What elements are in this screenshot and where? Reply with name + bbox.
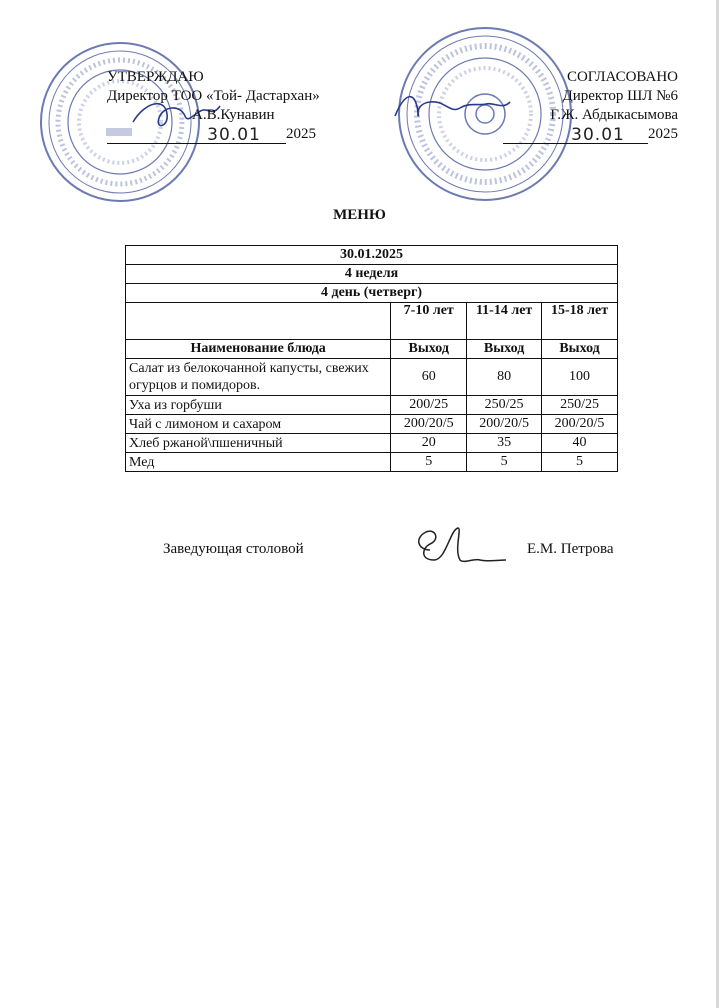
agreement-name: Г.Ж. Абдыкасымова — [550, 107, 678, 123]
empty-header-cell — [126, 303, 391, 340]
dish-column-header: Наименование блюда — [126, 340, 391, 359]
approval-date-handwritten: 30.01 — [207, 125, 261, 145]
agreement-date-handwritten: 30.01 — [571, 125, 625, 145]
agreement-position: Директор ШЛ №6 — [562, 88, 678, 104]
dish-name: Хлеб ржаной\пшеничный — [126, 434, 391, 453]
table-row — [126, 359, 618, 396]
output-column-header: Выход — [391, 340, 467, 359]
agreement-block — [438, 68, 678, 144]
portion-value: 5 — [391, 453, 467, 472]
portion-value: 20 — [391, 434, 467, 453]
day-row — [126, 284, 618, 303]
portion-value: 200/20/5 — [542, 415, 618, 434]
portion-value: 100 — [542, 359, 618, 396]
week-row — [126, 265, 618, 284]
menu-week: 4 неделя — [126, 265, 618, 284]
dish-name: Уха из горбуши — [126, 396, 391, 415]
menu-day: 4 день (четверг) — [126, 284, 618, 303]
menu-table — [125, 245, 618, 472]
portion-value: 40 — [542, 434, 618, 453]
portion-value: 250/25 — [542, 396, 618, 415]
approval-position: Директор ТОО «Той- Дастархан» — [107, 88, 320, 104]
age-group-header: 15-18 лет — [542, 303, 618, 340]
canteen-manager-signature — [400, 520, 510, 570]
agreement-heading: СОГЛАСОВАНО — [566, 69, 678, 85]
agreement-date-blank — [503, 126, 548, 144]
column-header-row — [126, 340, 618, 359]
age-group-header: 7-10 лет — [391, 303, 467, 340]
portion-value: 250/25 — [467, 396, 542, 415]
portion-value: 200/20/5 — [391, 415, 467, 434]
table-row — [126, 434, 618, 453]
canteen-manager-name: Е.М. Петрова — [527, 541, 614, 557]
approval-block — [107, 68, 357, 144]
document-title: МЕНЮ — [333, 207, 386, 223]
table-row — [126, 396, 618, 415]
portion-value: 200/25 — [391, 396, 467, 415]
portion-value: 200/20/5 — [467, 415, 542, 434]
portion-value: 5 — [542, 453, 618, 472]
menu-date: 30.01.2025 — [126, 246, 618, 265]
dish-name: Чай с лимоном и сахаром — [126, 415, 391, 434]
dish-name: Салат из белокочанной капусты, свежих огурцов и помидоров. — [126, 359, 391, 396]
date-row — [126, 246, 618, 265]
portion-value: 35 — [467, 434, 542, 453]
age-group-row — [126, 303, 618, 340]
portion-value: 60 — [391, 359, 467, 396]
dish-name: Мед — [126, 453, 391, 472]
output-column-header: Выход — [467, 340, 542, 359]
portion-value: 5 — [467, 453, 542, 472]
portion-value: 80 — [467, 359, 542, 396]
approval-heading: УТВЕРЖДАЮ — [107, 69, 204, 85]
approval-date-field — [182, 126, 286, 144]
approval-name: А.В.Кунавин — [192, 107, 275, 123]
agreement-year: 2025 — [648, 126, 678, 142]
canteen-manager-role: Заведующая столовой — [163, 541, 304, 557]
agreement-date-line — [438, 125, 678, 144]
agreement-date-field — [548, 126, 648, 144]
output-column-header: Выход — [542, 340, 618, 359]
table-row — [126, 415, 618, 434]
approval-date-blank — [107, 126, 182, 144]
age-group-header: 11-14 лет — [467, 303, 542, 340]
approval-date-line — [107, 125, 357, 144]
table-row — [126, 453, 618, 472]
approval-year: 2025 — [286, 126, 316, 142]
